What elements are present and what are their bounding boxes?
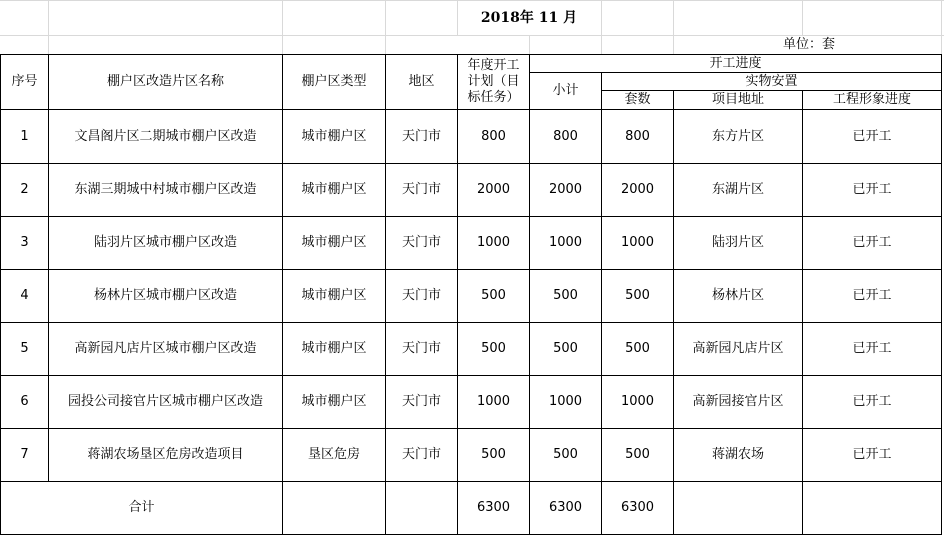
cell-seq: 7 (20, 447, 29, 462)
cell-sets: 1000 (620, 394, 655, 409)
total-subtotal: 6300 (548, 500, 583, 515)
cell-sets: 1000 (620, 235, 655, 250)
cell-subtotal: 2000 (548, 182, 583, 197)
header-resettlement: 实物安置 (745, 73, 798, 89)
header-address: 项目地址 (711, 92, 764, 107)
cell-status: 已开工 (852, 182, 892, 197)
cell-region: 天门市 (401, 182, 441, 197)
gridline (48, 0, 49, 54)
gridline (385, 0, 386, 54)
cell-plan: 500 (481, 341, 506, 356)
header-name: 棚户区改造片区名称 (106, 74, 224, 89)
cell-name: 东湖三期城中村城市棚户区改造 (74, 182, 257, 197)
cell-status: 已开工 (852, 394, 892, 409)
cell-type: 城市棚户区 (301, 128, 367, 144)
cell-region: 天门市 (401, 235, 441, 250)
total-sets: 6300 (620, 500, 655, 515)
cell-name: 陆羽片区城市棚户区改造 (93, 235, 237, 250)
cell-plan: 1000 (476, 394, 511, 409)
cell-type: 城市棚户区 (301, 182, 367, 197)
cell-plan: 2000 (476, 182, 511, 197)
cell-address: 杨林片区 (711, 288, 764, 303)
gridline (802, 0, 803, 35)
cell-seq: 1 (20, 128, 29, 144)
header-seq: 序号 (11, 74, 38, 89)
cell-plan: 1000 (476, 235, 511, 250)
cell-plan: 800 (481, 128, 506, 144)
cell-name: 文昌阁片区二期城市棚户区改造 (74, 128, 257, 144)
cell-region: 天门市 (401, 128, 441, 144)
header-region: 地区 (408, 74, 435, 89)
cell-address: 东湖片区 (711, 182, 764, 197)
cell-seq: 5 (20, 341, 29, 356)
cell-subtotal: 500 (553, 341, 578, 356)
cell-address: 高新园接官片区 (692, 394, 784, 409)
header-subtotal: 小计 (552, 83, 579, 98)
cell-subtotal: 1000 (548, 235, 583, 250)
cell-region: 天门市 (401, 394, 441, 409)
cell-status: 已开工 (852, 447, 892, 462)
cell-subtotal: 800 (553, 128, 578, 144)
cell-type: 城市棚户区 (301, 235, 367, 250)
cell-type: 城市棚户区 (301, 288, 367, 303)
cell-status: 已开工 (852, 341, 892, 356)
cell-address: 陆羽片区 (711, 235, 764, 250)
header-progress: 开工进度 (709, 55, 762, 71)
cell-sets: 2000 (620, 182, 655, 197)
cell-status: 已开工 (852, 128, 892, 144)
cell-status: 已开工 (852, 235, 892, 250)
cell-plan: 500 (481, 447, 506, 462)
cell-region: 天门市 (401, 447, 441, 462)
header-status: 工程形象进度 (832, 92, 911, 107)
cell-plan: 500 (481, 288, 506, 303)
cell-address: 东方片区 (711, 128, 764, 144)
cell-subtotal: 500 (553, 447, 578, 462)
cell-type: 垦区危房 (307, 447, 360, 462)
cell-sets: 500 (625, 447, 650, 462)
gridline (601, 0, 602, 54)
cell-region: 天门市 (401, 341, 441, 356)
cell-seq: 4 (20, 288, 29, 303)
cell-seq: 2 (20, 182, 29, 197)
cell-type: 城市棚户区 (301, 341, 367, 356)
total-plan: 6300 (476, 500, 511, 515)
cell-seq: 3 (20, 235, 29, 250)
cell-subtotal: 1000 (548, 394, 583, 409)
cell-address: 高新园凡店片区 (692, 341, 784, 356)
unit-label: 单位：套 (782, 37, 835, 52)
gridline (529, 35, 530, 54)
gridline (941, 0, 942, 54)
report-title: 2018年 11 月 (480, 10, 578, 26)
cell-name: 高新园凡店片区城市棚户区改造 (74, 341, 257, 356)
cell-region: 天门市 (401, 288, 441, 303)
table-border (941, 54, 942, 535)
header-type: 棚户区类型 (301, 74, 367, 89)
cell-seq: 6 (20, 394, 29, 409)
cell-name: 园投公司接官片区城市棚户区改造 (67, 394, 263, 409)
cell-type: 城市棚户区 (301, 394, 367, 409)
cell-sets: 500 (625, 288, 650, 303)
cell-status: 已开工 (852, 288, 892, 303)
cell-name: 杨林片区城市棚户区改造 (93, 288, 237, 303)
gridline (282, 0, 283, 54)
header-sets: 套数 (624, 92, 651, 107)
cell-sets: 500 (625, 341, 650, 356)
cell-subtotal: 500 (553, 288, 578, 303)
cell-sets: 800 (625, 128, 650, 144)
table-border (0, 534, 942, 535)
total-label: 合计 (128, 500, 155, 515)
header-annual-plan: 年度开工计划（目标任务） (467, 58, 520, 105)
cell-name: 蒋湖农场垦区危房改造项目 (87, 447, 244, 462)
cell-address: 蒋湖农场 (711, 447, 764, 462)
